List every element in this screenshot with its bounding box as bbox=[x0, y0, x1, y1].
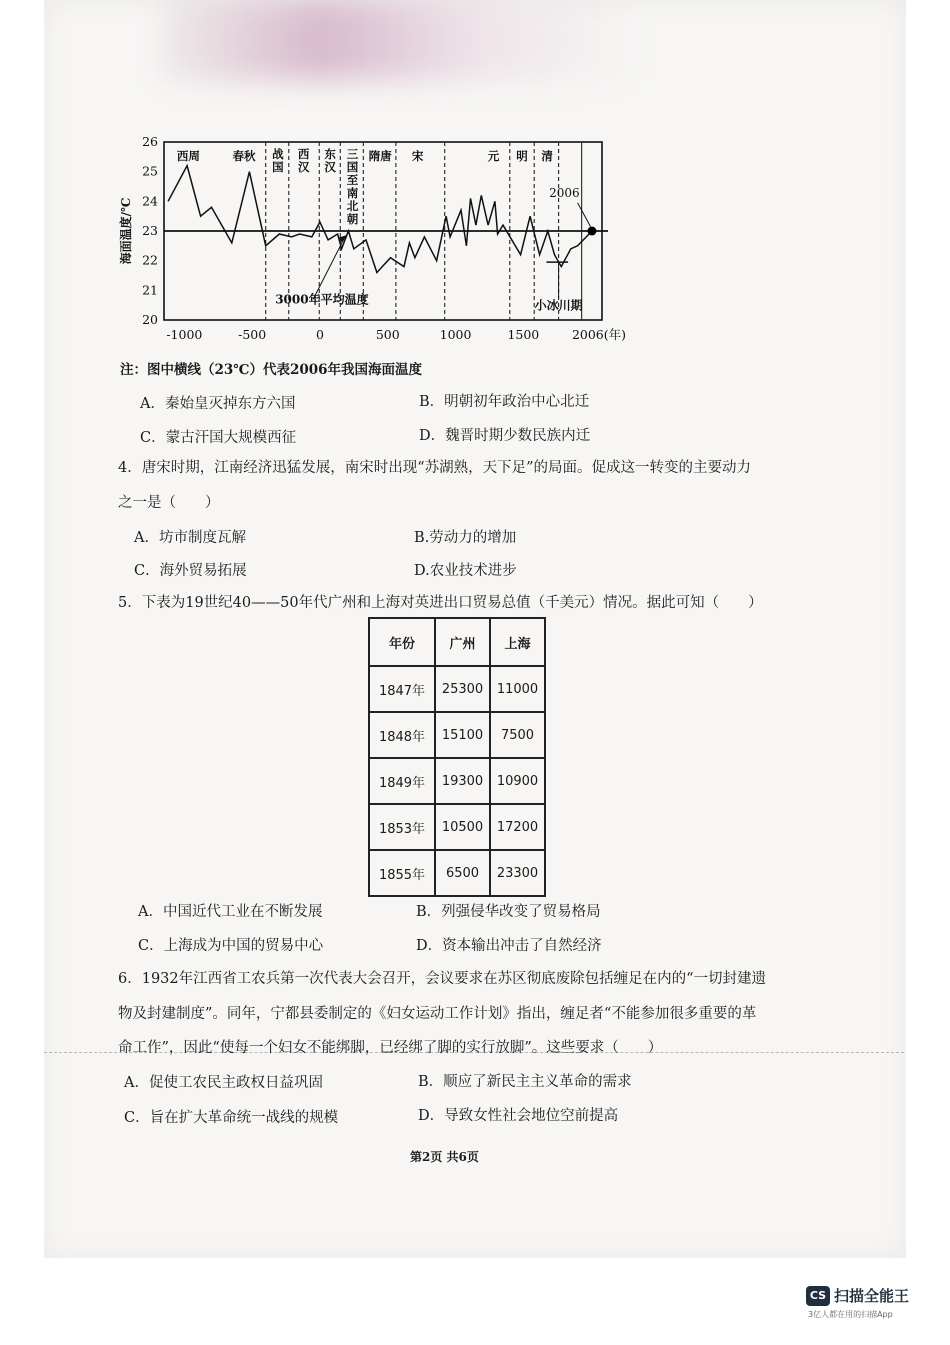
period-label: 至 bbox=[346, 173, 359, 187]
period-label: 战 bbox=[272, 147, 284, 161]
table-cell: 11000 bbox=[490, 666, 545, 712]
q6-option-d[interactable]: D．导致女性社会地位空前提高 bbox=[418, 1108, 619, 1124]
scanner-brand-name: 扫描全能王 bbox=[834, 1287, 910, 1305]
q6-option-c[interactable]: C．旨在扩大革命统一战线的规模 bbox=[124, 1110, 339, 1126]
y-tick-label: 22 bbox=[142, 252, 158, 268]
q4-stem-line1: 4．唐宋时期，江南经济迅猛发展，南宋时出现“苏湖熟，天下足”的局面。促成这一转变的主要动力 bbox=[118, 460, 752, 476]
period-label: 春秋 bbox=[232, 149, 256, 163]
page-footer: 第2页 共6页 bbox=[410, 1150, 479, 1164]
q3-option-d[interactable]: D．魏晋时期少数民族内迁 bbox=[419, 428, 591, 444]
q3-option-c[interactable]: C．蒙古汗国大规模西征 bbox=[140, 430, 297, 446]
q5-option-d[interactable]: D．资本输出冲击了自然经济 bbox=[416, 938, 602, 954]
annotation-2006-arrow bbox=[578, 203, 591, 227]
table-cell: 1848年 bbox=[369, 712, 435, 758]
scan-stain bbox=[160, 0, 640, 80]
x-tick-label: 0 bbox=[315, 327, 324, 342]
avg-temp-annotation: 3000年平均温度 bbox=[275, 292, 369, 307]
year-2006-point bbox=[587, 227, 596, 236]
table-cell: 10900 bbox=[490, 758, 545, 804]
period-label: 国 bbox=[346, 160, 359, 174]
x-tick-label: 500 bbox=[375, 327, 400, 342]
x-tick-label: 1500 bbox=[507, 327, 540, 342]
period-label: 清 bbox=[541, 149, 553, 163]
q4-option-c[interactable]: C．海外贸易拓展 bbox=[134, 563, 247, 579]
q5-option-a[interactable]: A．中国近代工业在不断发展 bbox=[138, 904, 323, 920]
period-label: 东 bbox=[324, 147, 336, 161]
table-row bbox=[369, 666, 545, 712]
q3-option-a[interactable]: A．秦始皇灭掉东方六国 bbox=[140, 396, 296, 412]
q3-option-b[interactable]: B．明朝初年政治中心北迁 bbox=[419, 394, 590, 410]
scanner-logo-icon: CS bbox=[806, 1286, 830, 1306]
table-cell: 10500 bbox=[435, 804, 490, 850]
period-label: 元 bbox=[487, 149, 500, 163]
period-label: 北 bbox=[346, 199, 359, 213]
table-header: 上海 bbox=[490, 618, 545, 666]
x-tick-label: -1000 bbox=[166, 327, 203, 342]
table-cell: 1849年 bbox=[369, 758, 435, 804]
period-label: 朝 bbox=[346, 212, 359, 226]
table-header: 年份 bbox=[369, 618, 435, 666]
scanner-watermark bbox=[806, 1285, 909, 1320]
table-header-row bbox=[369, 618, 545, 666]
q5-stem: 5．下表为19世纪40——50年代广州和上海对英进出口贸易总值（千美元）情况。据此可知（ ） bbox=[118, 595, 763, 611]
y-tick-label: 26 bbox=[142, 134, 158, 149]
period-label: 宋 bbox=[411, 149, 424, 163]
scanner-brand-tagline: 3亿人都在用的扫描App bbox=[808, 1310, 893, 1319]
table-cell: 6500 bbox=[435, 850, 490, 896]
y-tick-label: 23 bbox=[142, 223, 158, 238]
trade-table bbox=[368, 617, 546, 897]
chart-note: 注：图中横线（23℃）代表2006年我国海面温度 bbox=[120, 362, 423, 378]
q5-option-b[interactable]: B．列强侵华改变了贸易格局 bbox=[416, 904, 601, 920]
table-cell: 17200 bbox=[490, 804, 545, 850]
x-tick-label: 1000 bbox=[439, 327, 472, 342]
y-tick-label: 21 bbox=[142, 282, 158, 298]
sea-temperature-chart bbox=[110, 128, 630, 346]
period-label: 南 bbox=[346, 186, 359, 200]
annotation-little-ice-age: 小冰川期 bbox=[534, 298, 583, 313]
q6-stem-line3: 命工作”，因此“使每一个妇女不能绑脚，已经绑了脚的实行放脚”。这些要求（ ） bbox=[118, 1040, 663, 1056]
table-cell: 1847年 bbox=[369, 666, 435, 712]
q6-stem-line1: 6．1932年江西省工农兵第一次代表大会召开，会议要求在苏区彻底废除包括缠足在内的“一切封建遗 bbox=[118, 971, 767, 987]
y-tick-label: 24 bbox=[142, 193, 158, 209]
table-row bbox=[369, 758, 545, 804]
q4-option-a[interactable]: A．坊市制度瓦解 bbox=[134, 530, 246, 546]
q6-option-a[interactable]: A．促使工农民主政权日益巩固 bbox=[124, 1075, 323, 1091]
temperature-series-line bbox=[168, 166, 592, 273]
table-cell: 1855年 bbox=[369, 850, 435, 896]
table-row bbox=[369, 804, 545, 850]
q5-option-c[interactable]: C．上海成为中国的贸易中心 bbox=[138, 938, 324, 954]
x-tick-label: 2006(年) bbox=[571, 327, 627, 342]
table-cell: 19300 bbox=[435, 758, 490, 804]
period-label: 西 bbox=[297, 147, 310, 161]
table-cell: 15100 bbox=[435, 712, 490, 758]
period-label: 三 bbox=[346, 147, 359, 161]
period-label: 明 bbox=[516, 149, 528, 163]
q6-option-b[interactable]: B．顺应了新民主主义革命的需求 bbox=[418, 1074, 632, 1090]
period-label: 西周 bbox=[176, 149, 200, 163]
period-label: 汉 bbox=[324, 160, 336, 174]
table-row bbox=[369, 850, 545, 896]
table-cell: 25300 bbox=[435, 666, 490, 712]
y-axis-label: 海面温度/℃ bbox=[119, 197, 133, 265]
table-cell: 7500 bbox=[490, 712, 545, 758]
period-label: 隋唐 bbox=[368, 149, 392, 163]
x-tick-label: -500 bbox=[238, 327, 267, 342]
table-cell: 23300 bbox=[490, 850, 545, 896]
scan-fold-line bbox=[44, 1052, 904, 1053]
q4-stem-line2: 之一是（ ） bbox=[118, 495, 220, 511]
annotation-2006: 2006 bbox=[549, 185, 580, 200]
table-cell: 1853年 bbox=[369, 804, 435, 850]
period-label: 汉 bbox=[297, 160, 310, 174]
q6-stem-line2: 物及封建制度”。同年，宁都县委制定的《妇女运动工作计划》指出，缠足者“不能参加很多重要的革 bbox=[118, 1006, 757, 1022]
period-label: 国 bbox=[272, 160, 284, 174]
q4-option-d[interactable]: D.农业技术进步 bbox=[414, 563, 517, 579]
q4-option-b[interactable]: B.劳动力的增加 bbox=[414, 530, 517, 546]
y-tick-label: 20 bbox=[142, 312, 158, 327]
table-header: 广州 bbox=[435, 618, 490, 666]
y-tick-label: 25 bbox=[142, 163, 158, 179]
table-row bbox=[369, 712, 545, 758]
